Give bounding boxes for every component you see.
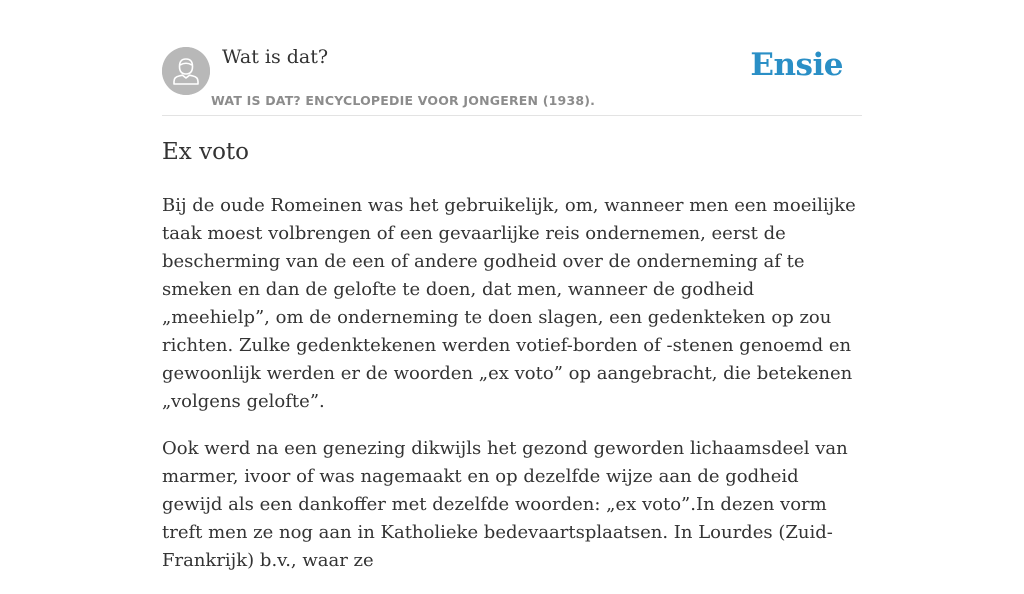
source-title[interactable]: Wat is dat?	[222, 46, 329, 68]
article-paragraph: Ook werd na een genezing dikwijls het gezond geworden lichaamsdeel van marmer, ivoor of was nagemaakt en op dezelfde wijze aan de godheid gewijd als een dankoffer met dezelfde woorden: „ex voto”.In dezen vorm treft men ze nog aan in Katholieke bedevaartsplaatsen. In Lourdes (Zuid-Frankrijk) b.v., waar ze	[162, 438, 848, 571]
user-avatar-icon[interactable]	[162, 47, 210, 95]
ensie-logo[interactable]: Ensie	[750, 47, 843, 83]
article-paragraph: Bij de oude Romeinen was het gebruikelijk, om, wanneer men een moeilijke taak moest volbrengen of een gevaarlijke reis ondernemen, eerst de bescherming van de een of andere godheid over de onderneming af te smeken en dan de gelofte te doen, dat men, wanneer de godheid „meehielp”, om de onderneming te doen slagen, een gedenkteken op zou richten. Zulke gedenktekenen werden votief-borden of -stenen genoemd en gewoonlijk werden er de woorden „ex voto” op aangebracht, die betekenen „volgens gelofte”.	[162, 195, 856, 412]
source-header	[162, 0, 862, 116]
article-title: Ex voto	[162, 139, 250, 165]
article-body	[162, 192, 862, 594]
page-container	[162, 0, 862, 571]
source-subtitle: WAT IS DAT? ENCYCLOPEDIE VOOR JONGEREN (1938).	[211, 93, 596, 108]
